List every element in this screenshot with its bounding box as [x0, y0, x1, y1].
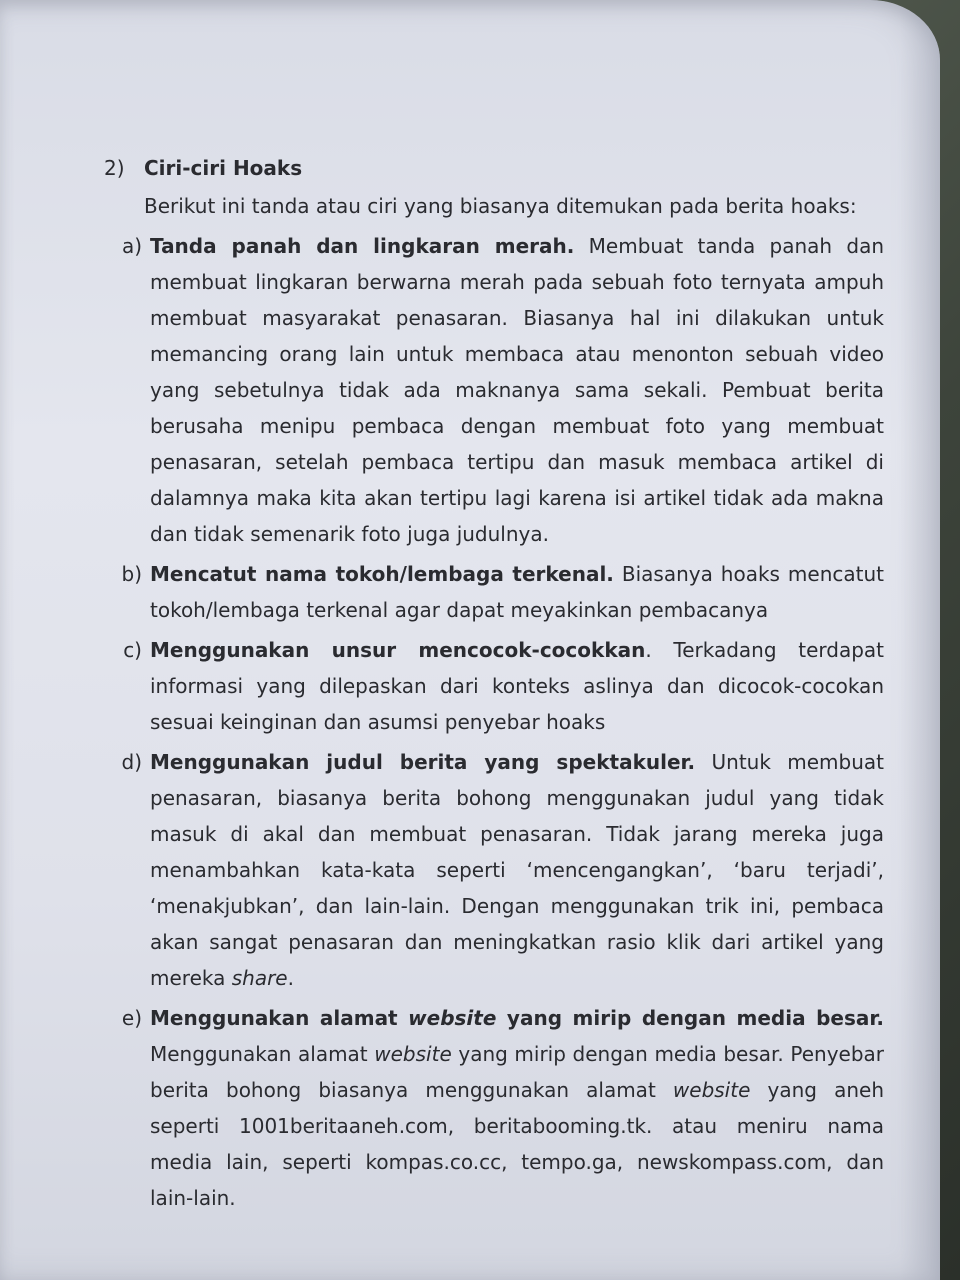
item-text-italic: website — [672, 1078, 751, 1102]
item-text-italic: website — [374, 1042, 452, 1066]
item-text: Biasanya hoaks mencatut tokoh/lembaga terkenal agar dapat meyakinkan pembacanya — [150, 562, 885, 622]
item-title: Mencatut nama tokoh/lembaga terkenal. — [150, 562, 614, 586]
list-item-b — [104, 556, 884, 628]
item-title-part: yang mirip dengan media besar. — [496, 1006, 885, 1030]
item-marker: b) — [121, 562, 142, 586]
item-marker: c) — [123, 638, 142, 662]
section-intro: Berikut ini tanda atau ciri yang biasanya ditemukan pada berita hoaks: — [144, 194, 857, 218]
item-body — [150, 556, 884, 628]
item-title — [150, 1006, 884, 1030]
item-body — [150, 744, 884, 996]
item-text: Untuk membuat penasaran, biasanya berita bohong menggunakan judul yang tidak masuk di akal dan membuat penasaran. Tidak jarang mereka juga menambahkan kata-kata seperti ‘mencengangkan’, ‘baru terjadi’, ‘menakjubkan’, dan lain-lain. Dengan menggunakan trik ini, pembaca akan sangat penasaran dan meningkatkan rasio klik dari artikel yang mereka — [150, 750, 885, 990]
item-marker: e) — [121, 1006, 142, 1030]
item-text: . Terkadang terdapat informasi yang dilepaskan dari konteks aslinya dan dicocok-cocokan sesuai keinginan dan asumsi penyebar hoaks — [150, 638, 884, 734]
page-content — [104, 150, 884, 1220]
list-item-a — [104, 228, 884, 552]
item-body — [150, 1000, 884, 1216]
item-title: Menggunakan judul berita yang spektakuler. — [150, 750, 696, 774]
item-text-italic: share — [231, 966, 288, 990]
item-text: yang aneh seperti 1001beritaaneh.com, beritabooming.tk. atau meniru nama media lain, seperti kompas.co.cc, tempo.ga, newskompass.com, dan lain-lain. — [150, 1078, 884, 1210]
item-marker: a) — [121, 234, 142, 258]
item-text-end: . — [287, 966, 294, 990]
list-item-c — [104, 632, 884, 740]
list-item-d — [104, 744, 884, 996]
item-body — [150, 228, 884, 552]
section-heading — [104, 150, 884, 186]
list-item-e — [104, 1000, 884, 1216]
section-number: 2) — [104, 156, 125, 180]
section-title: Ciri-ciri Hoaks — [144, 156, 303, 180]
item-title-part: Menggunakan alamat — [150, 1006, 409, 1030]
item-title: Tanda panah dan lingkaran merah. — [150, 234, 575, 258]
item-title: Menggunakan unsur mencocok-cocokkan — [150, 638, 646, 662]
item-title-italic: website — [408, 1006, 497, 1030]
item-text: Membuat tanda panah dan membuat lingkaran berwarna merah pada sebuah foto ternyata ampuh membuat masyarakat penasaran. Biasanya hal ini dilakukan untuk memancing orang lain untuk membaca atau menonton sebuah video yang sebetulnya tidak ada maknanya sama sekali. Pembuat berita berusaha menipu pembaca dengan membuat foto yang membuat penasaran, setelah pembaca tertipu dan masuk membaca artikel di dalamnya maka kita akan tertipu lagi karena isi artikel tidak ada makna dan tidak semenarik foto juga judulnya. — [150, 234, 885, 546]
item-text: Menggunakan alamat — [150, 1042, 375, 1066]
item-body — [150, 632, 884, 740]
item-marker: d) — [121, 750, 142, 774]
item-text: yang mirip dengan media besar. Penyebar berita bohong biasanya menggunakan alamat — [150, 1042, 885, 1102]
